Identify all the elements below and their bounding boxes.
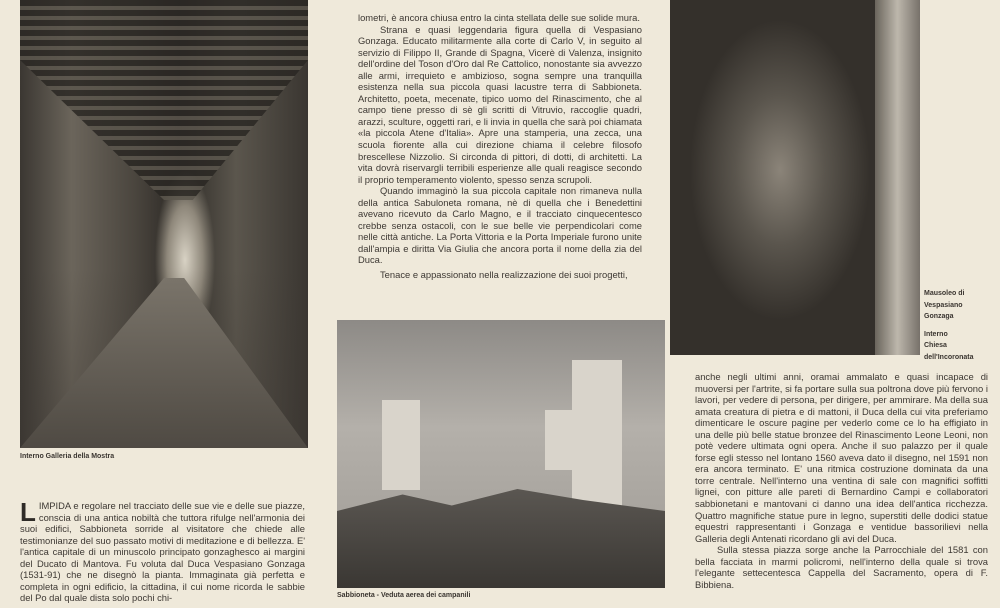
statue-caption xyxy=(924,288,974,363)
caption-line: Gonzaga xyxy=(924,313,954,320)
intro-paragraph: IMPIDA e regolare nel tracciato delle sue vie e delle sue piazze, conscia di una antica nobiltà che tuttora rifulge nell'armonia dei suoi edifici, Sabbioneta sorride al visitatore che chiede alle testimonianze del suo passato motivi di meditazione e di bellezza. E' l'antica capitale di un minuscolo principato gonzaghesco ai margini del Ducato di Mantova. Fu voluta dal Duca Vespasiano Gonzaga (1531-91) che ne disegnò la pianta. Immaginata già perfetta e completa in ogni edificio, la cittadina, il cui nome ricorda le sabbie del Po dal quale dista solo pochi chi- xyxy=(20,500,305,604)
bell-towers-photo xyxy=(337,320,665,588)
paragraph: Sulla stessa piazza sorge anche la Parrocchiale del 1581 con bella facciata in marmi policromi, nell'interno della quale si trova l'elegante settecentesca Cappella del Sacramento, opera di F. Bibbiena. xyxy=(695,544,988,590)
left-tower xyxy=(382,400,420,490)
gallery-caption: Interno Galleria della Mostra xyxy=(20,453,115,460)
paragraph: anche negli ultimi anni, oramai ammalato e quasi incapace di muoversi per l'artrite, si fa portare sulla sua poltrona dove più fervono i lavori, per vedere di persona, per dirigere, per ammirare. Ma della sua amata creatura di pietra e di mattoni, il Duca della cui vita preferiamo dimenticare le oscure pagine per vederlo come ce lo ha effigiato in una delle più belle statue bronzee del Rinascimento Leone Leoni, non potè vedere ultimata ogni opera. Anche il suo palazzo per il quale forse egli stesso nel lontano 1560 aveva dato il disegno, nel 1591 non era ancora terminato. E' una ritmica costruzione dominata da una torre centrale. Nell'interno una ventina di sale con magnifici soffitti lignei, con pitture alle pareti di Bernardino Campi e collaboratori sabbionetani e mantovani ci danno una idea dell'antica ricchezza. Quattro magnifiche statue pure in legno, superstiti delle dodici statue equestri rappresentanti i Gonzaga e ventidue bassorilievi nella Galleria degli Antenati ricordano gli avi del Duca. xyxy=(695,371,988,544)
caption-line: dell'Incoronata xyxy=(924,353,974,361)
drop-cap: L xyxy=(20,497,36,527)
caption-line: Vespasiano xyxy=(924,301,963,309)
gallery-floor xyxy=(20,278,308,448)
column xyxy=(875,0,920,355)
right-column xyxy=(695,371,988,590)
gallery-interior-photo xyxy=(20,0,308,448)
intro-text xyxy=(20,497,305,604)
paragraph: Quando immaginò la sua piccola capitale non rimaneva nulla della antica Sabuloneta romana, nè di quella che i Benedettini avevano ricevuto da Carlo Magno, e il tracciato cinquecentesco crebbe senza ostacoli, con le sue belle vie perpendicolari come nelle città antiche. La Porta Vittoria e la Porta Imperiale furono unite dall'ampia e diritta Via Giulia che ancora porta il nome della zia del Duca. xyxy=(358,185,642,266)
coffered-ceiling xyxy=(20,0,308,200)
paragraph: Tenace e appassionato nella realizzazione dei suoi progetti, xyxy=(380,269,628,281)
dome xyxy=(545,410,573,470)
middle-column xyxy=(358,12,642,281)
caption-line: Interno xyxy=(924,330,948,338)
caption-line: Chiesa xyxy=(924,342,947,349)
paragraph: lometri, è ancora chiusa entro la cinta stellata delle sue solide mura. xyxy=(358,12,640,23)
paragraph: Strana e quasi leggendaria figura quella di Vespasiano Gonzaga. Educato militarmente alla corte di Carlo V, in seguito al servizio di Filippo II, Grande di Spagna, Vicerè di Valenza, insignito dell'ordine del Toson d'Oro dal Re Cattolico, nonostante sia avvezzo alle armi, irrequieto e ambizioso, sogna sempre una tranquilla esistenza nella sua piccola quasi lacustre terra di Sabbioneta. Architetto, poeta, mecenate, tipico uomo del Rinascimento, che al campo tiene presso di sè gli scritti di Vitruvio, raccoglie quadri, arazzi, sculture, oggetti rari, e li invia in quella che sarà poi chiamata «la piccola Atene d'Italia». Apre una stamperia, una zecca, una scuola fiorente alla cui direzione chiama il celebre filosofo brescellese Nizzolio. Si circonda di pittori, di dotti, di architetti. La vita dovrà riservargli terribili esperienze alle quali reagisce secondo il proprio temperamento violento, spesso senza scrupoli. xyxy=(358,23,642,185)
campanili-caption: Sabbioneta - Veduta aerea dei campanili xyxy=(337,592,471,599)
caption-line: Mausoleo di xyxy=(924,290,965,297)
statue-photo xyxy=(670,0,920,355)
